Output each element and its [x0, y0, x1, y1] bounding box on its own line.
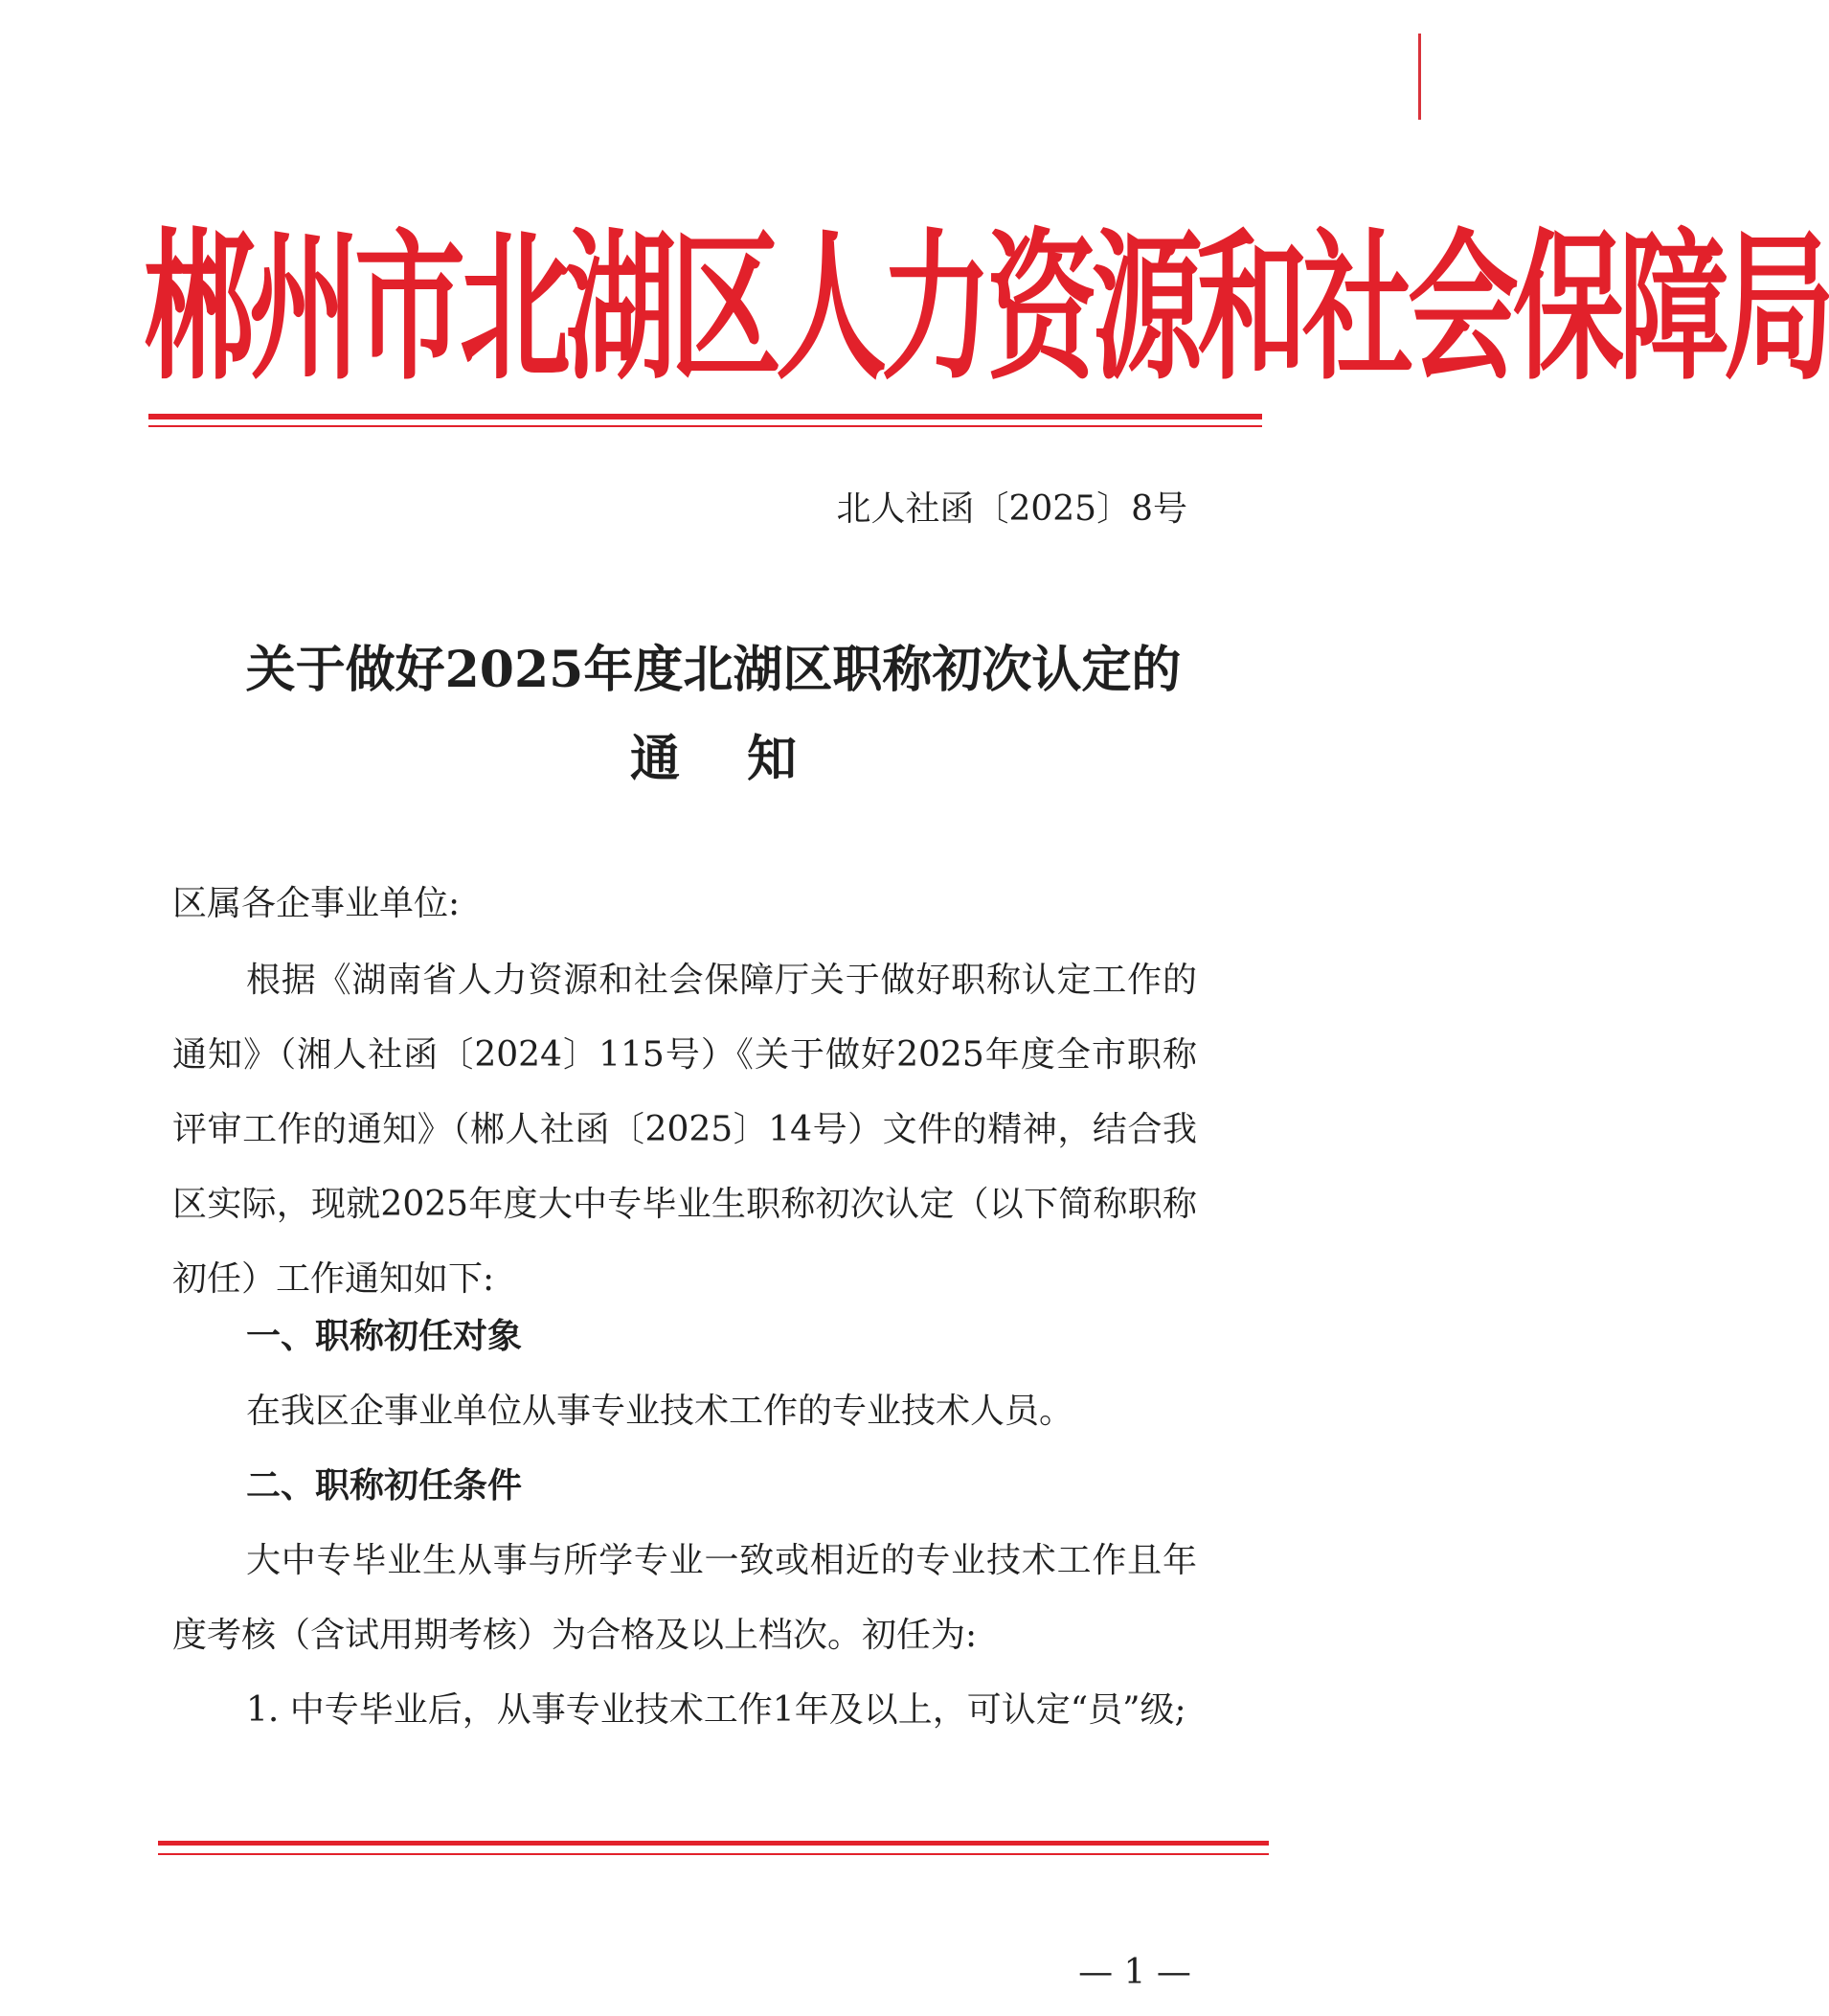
section1-heading: 一、职称初任对象 [246, 1317, 523, 1356]
section1-paragraph: 在我区企事业单位从事专业技术工作的专业技术人员。 [246, 1392, 1074, 1431]
salutation: 区属各企事业单位: [172, 884, 461, 923]
document-number: 北人社函〔2025〕8号 [836, 489, 1187, 529]
organization-header: 郴州市北湖区人力资源和社会保障局 [144, 215, 1829, 403]
section2-heading: 二、职称初任条件 [246, 1466, 523, 1506]
section2-paragraph: 大中专毕业生从事与所学专业一致或相近的专业技术工作且年度考核（含试用期考核）为合格及以上档次。初任为: [172, 1541, 1197, 1655]
header-red-rule-thin [148, 425, 1262, 427]
footer-red-rule-thin [158, 1853, 1269, 1855]
page-edge-mark [1418, 34, 1421, 120]
list-item-1: 1. 中专毕业后，从事专业技术工作1年及以上，可认定“员”级; [246, 1690, 1186, 1730]
document-title-line2: 通知 [629, 730, 864, 788]
header-red-rule-thick [148, 414, 1262, 419]
intro-paragraph: 根据《湖南省人力资源和社会保障厅关于做好职称认定工作的通知》（湘人社函〔2024〕115号）《关于做好2025年度全市职称评审工作的通知》（郴人社函〔2025〕14号）文件的精神，结合我区实际，现就2025年度大中专毕业生职称初次认定（以下简称职称初任）工作通知如下: [172, 961, 1197, 1299]
footer-red-rule-thick [158, 1841, 1269, 1846]
page-number: — 1 — [1078, 1953, 1191, 1992]
document-title-line1: 关于做好2025年度北湖区职称初次认定的 [245, 641, 1182, 699]
